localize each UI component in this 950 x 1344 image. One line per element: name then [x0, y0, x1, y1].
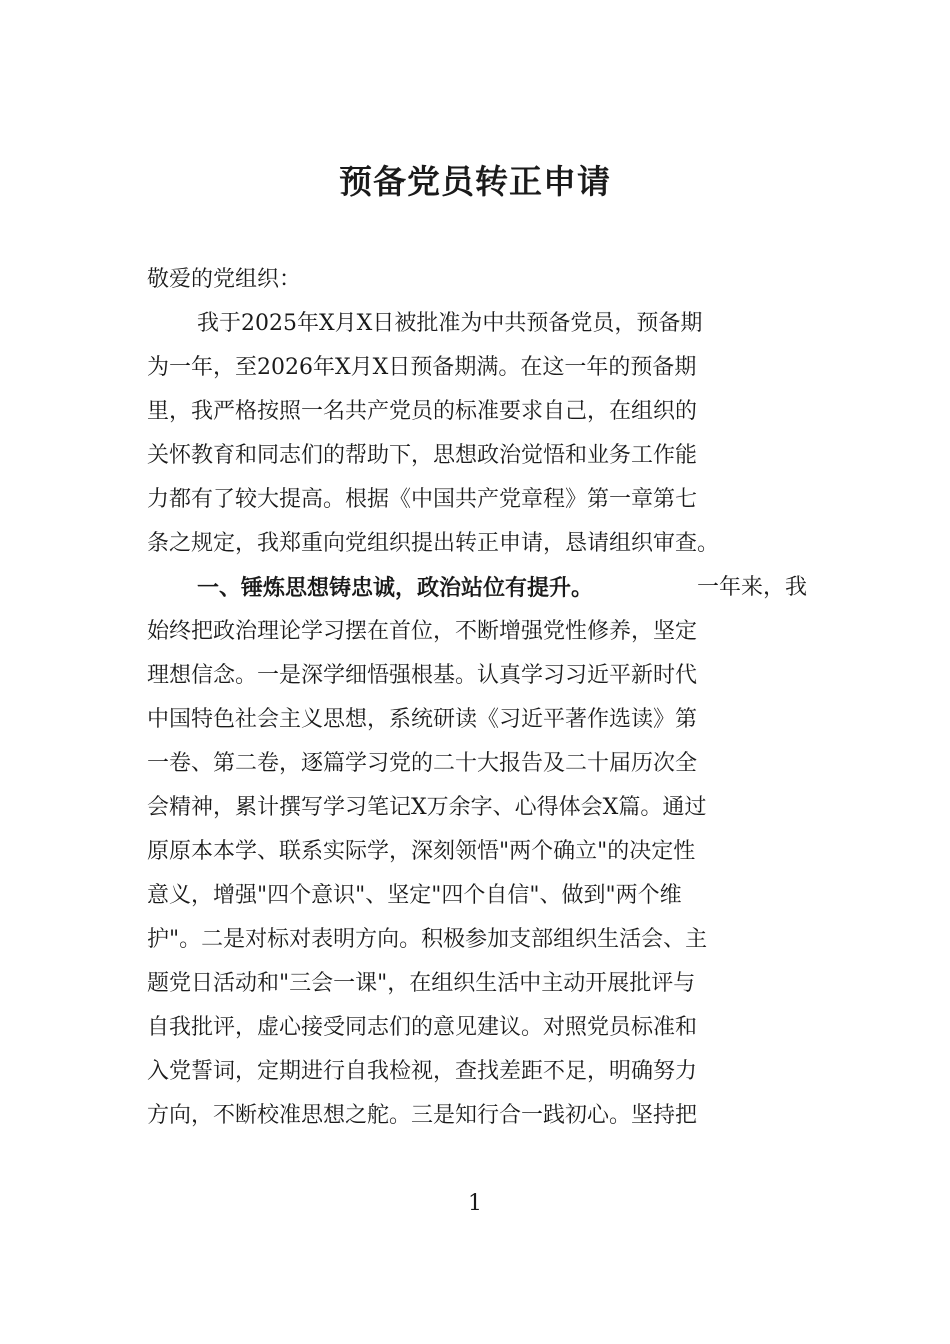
body-line: 自我批评，虚心接受同志们的意见建议。对照党员标准和 [147, 1015, 698, 1040]
section-lead-text: 一年来，我 [696, 575, 807, 600]
body-line: 方向，不断校准思想之舵。三是知行合一践初心。坚持把 [147, 1103, 698, 1128]
body-line: 关怀教育和同志们的帮助下，思想政治觉悟和业务工作能 [147, 443, 698, 468]
body-line: 原原本本学、联系实际学，深刻领悟"两个确立"的决定性 [147, 839, 696, 864]
section-heading: 一、锤炼思想铸忠诚，政治站位有提升。 [197, 575, 594, 601]
section-heading-line [197, 566, 807, 610]
document-title: 预备党员转正申请 [339, 162, 611, 201]
body-line: 题党日活动和"三会一课"，在组织生活中主动开展批评与 [147, 971, 696, 996]
body-line: 入党誓词，定期进行自我检视，查找差距不足，明确努力 [147, 1059, 698, 1084]
body-line: 我于2025年X月X日被批准为中共预备党员，预备期 [197, 311, 703, 336]
body-line: 意义，增强"四个意识"、坚定"四个自信"、做到"两个维 [147, 883, 682, 908]
body-line: 里，我严格按照一名共产党员的标准要求自己，在组织的 [147, 399, 698, 424]
body-line: 护"。二是对标对表明方向。积极参加支部组织生活会、主 [147, 927, 708, 952]
salutation: 敬爱的党组织： [147, 267, 302, 292]
body-line: 力都有了较大提高。根据《中国共产党章程》第一章第七 [147, 487, 698, 512]
body-line: 始终把政治理论学习摆在首位，不断增强党性修养，坚定 [147, 619, 698, 644]
body-line: 条之规定，我郑重向党组织提出转正申请，恳请组织审查。 [147, 531, 720, 556]
body-line: 理想信念。一是深学细悟强根基。认真学习习近平新时代 [147, 663, 698, 688]
body-line: 一卷、第二卷，逐篇学习党的二十大报告及二十届历次全 [147, 751, 698, 776]
page-number: 1 [468, 1191, 482, 1216]
body-line: 中国特色社会主义思想，系统研读《习近平著作选读》第 [147, 707, 698, 732]
body-line: 为一年，至2026年X月X日预备期满。在这一年的预备期 [147, 355, 697, 380]
body-line: 会精神，累计撰写学习笔记X万余字、心得体会X篇。通过 [147, 795, 707, 820]
